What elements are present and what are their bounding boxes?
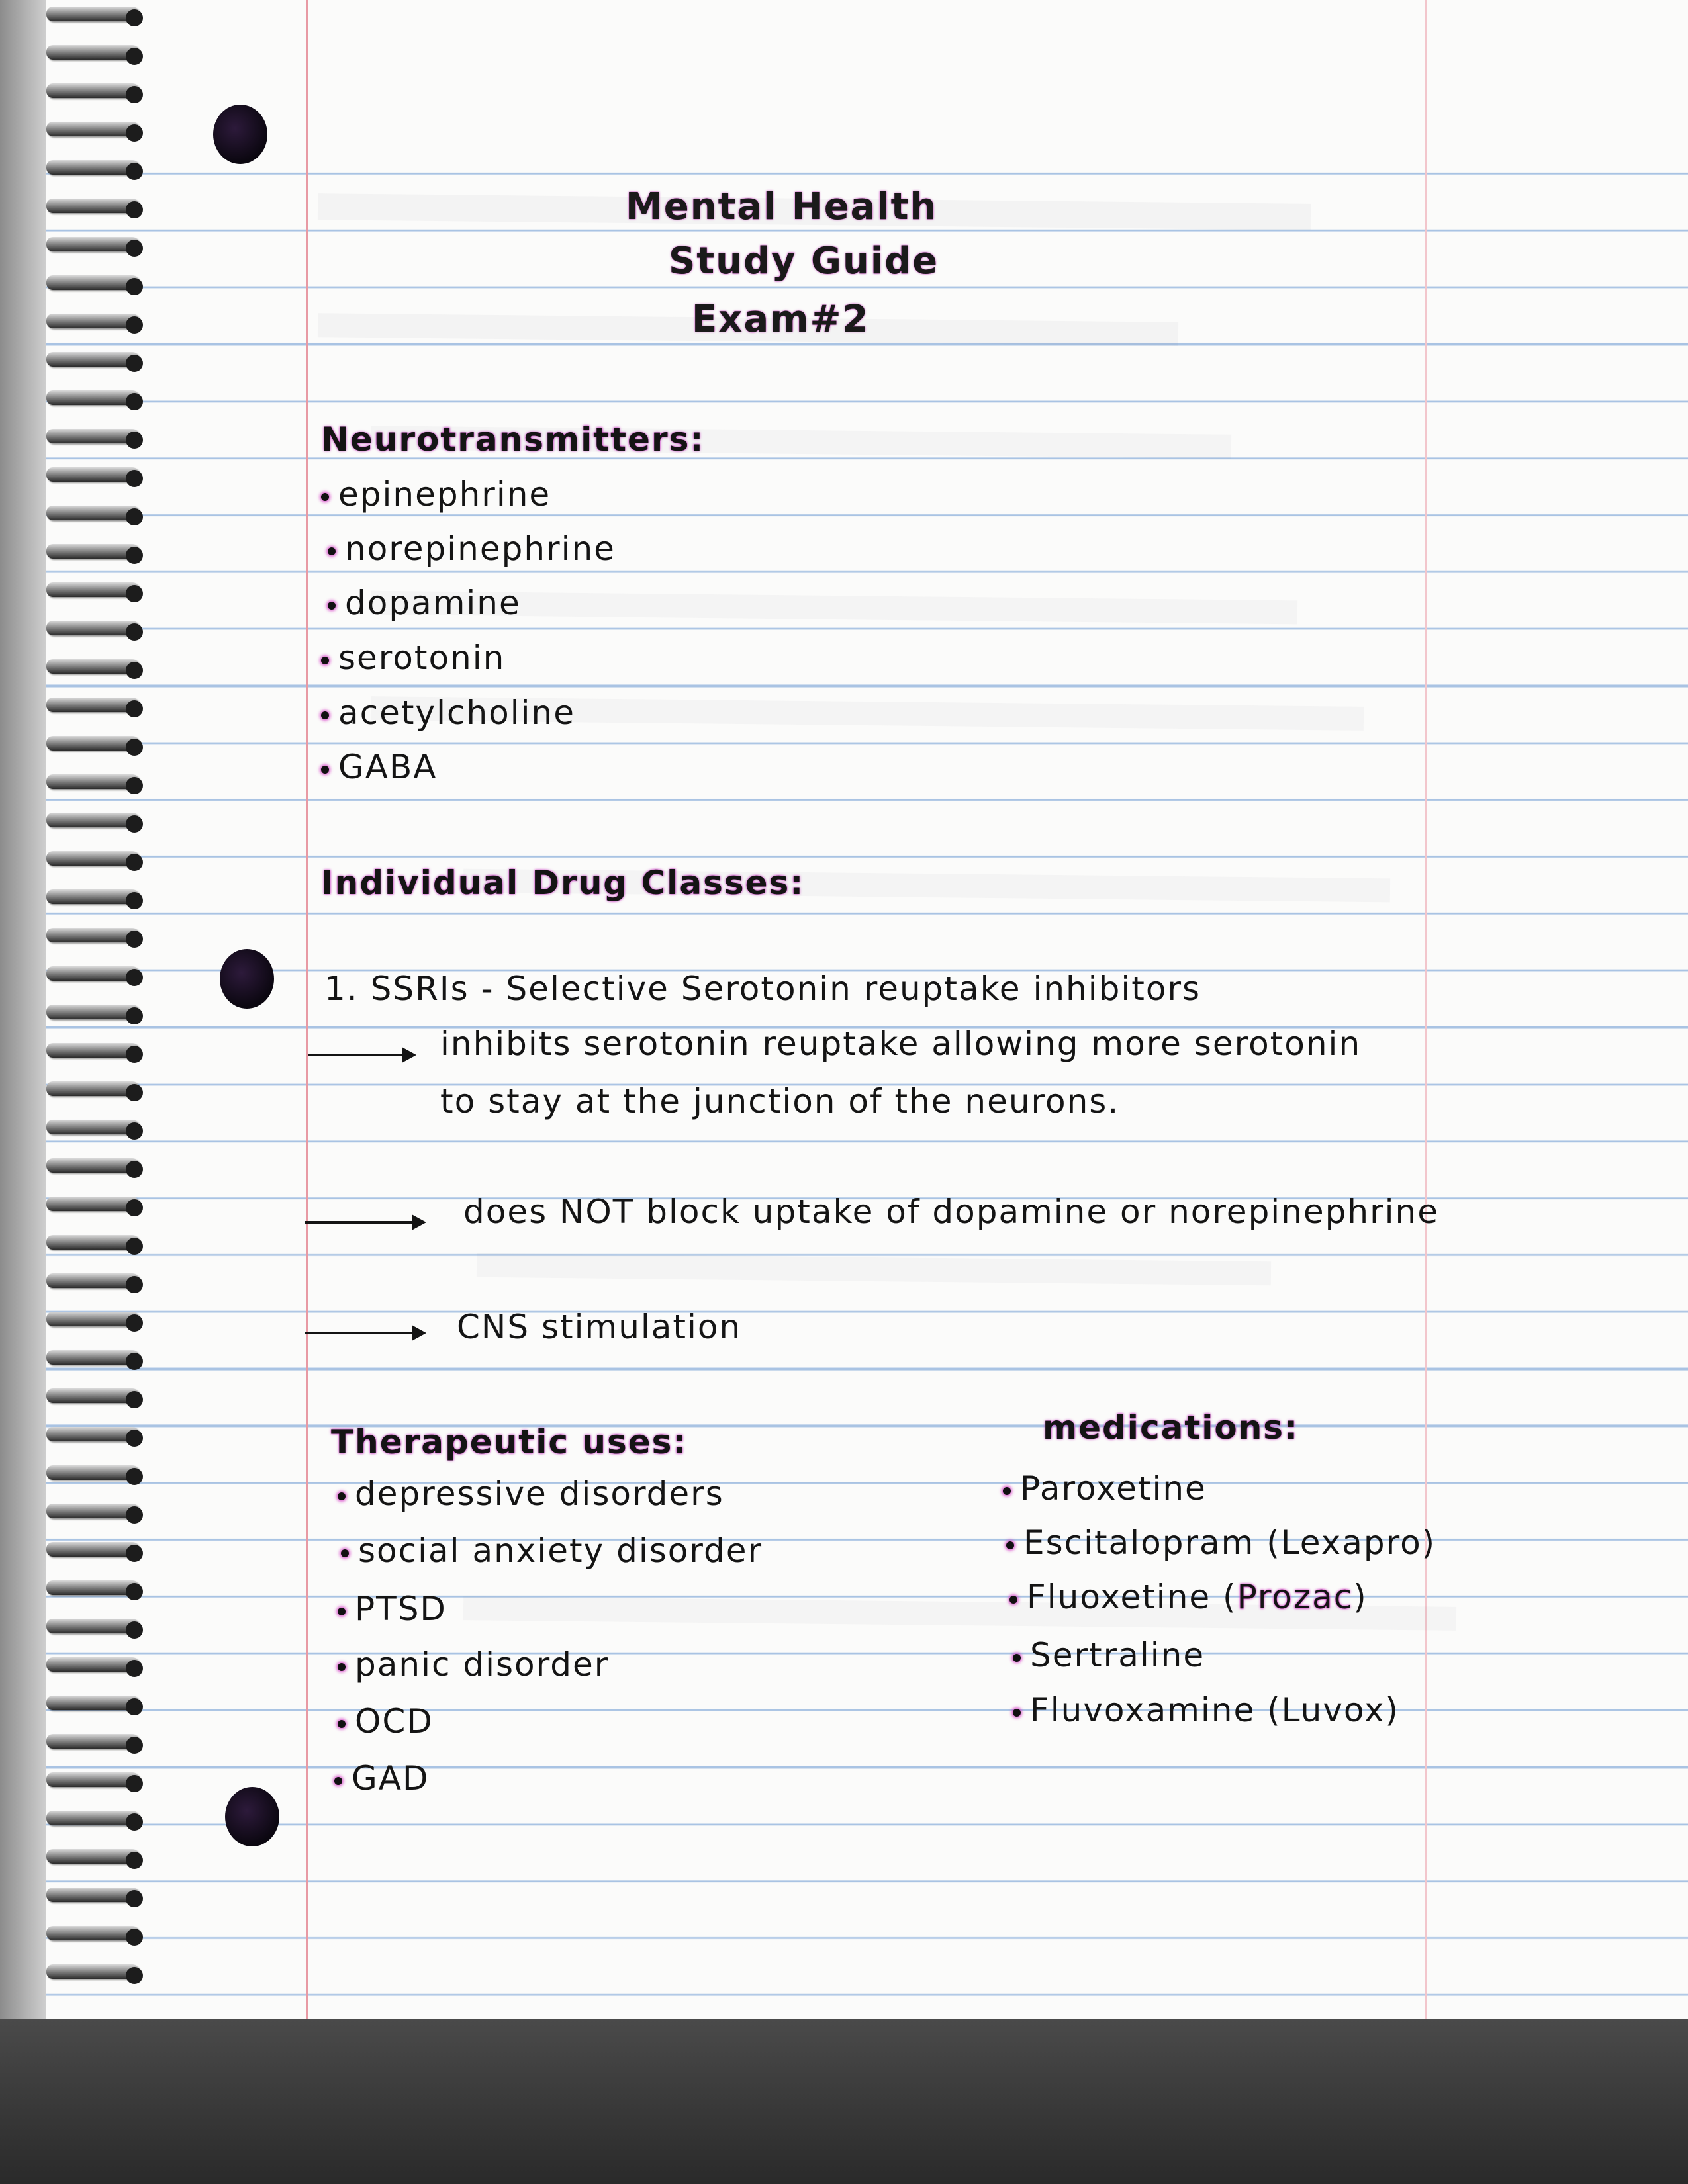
spiral-coil	[46, 122, 139, 136]
spiral-coil	[46, 1120, 139, 1134]
neurotransmitter-item: GABA	[321, 748, 437, 786]
spiral-coil	[46, 1696, 139, 1710]
spiral-coil	[46, 1504, 139, 1518]
bullet-icon	[1013, 1654, 1021, 1662]
spiral-coil	[46, 237, 139, 251]
spiral-coil	[46, 889, 139, 904]
bullet-icon	[328, 602, 336, 610]
spiral-coil	[46, 928, 139, 942]
spiral-coil	[46, 582, 139, 597]
arrow-icon	[305, 1332, 424, 1334]
spiral-coil	[46, 544, 139, 559]
therapeutic-uses-heading: Therapeutic uses:	[331, 1423, 688, 1461]
spiral-coil	[46, 45, 139, 60]
right-margin-line	[1425, 0, 1427, 2019]
bullet-icon	[338, 1608, 346, 1615]
bullet-icon	[1006, 1541, 1014, 1549]
therapeutic-use-item: social anxiety disorder	[341, 1531, 763, 1570]
spiral-coil	[46, 199, 139, 213]
therapeutic-use-item: panic disorder	[338, 1645, 609, 1684]
ssri-point-2: does NOT block uptake of dopamine or norepinephrine	[463, 1193, 1439, 1231]
neurotransmitter-item: norepinephrine	[328, 529, 616, 568]
spiral-coil	[46, 1273, 139, 1288]
bullet-icon	[1013, 1709, 1021, 1717]
bullet-icon	[321, 657, 329, 664]
spiral-coil	[46, 851, 139, 866]
spiral-coil	[46, 352, 139, 367]
spiral-coil	[46, 1465, 139, 1480]
neurotransmitter-item: acetylcholine	[321, 694, 575, 732]
spiral-coil	[46, 1811, 139, 1825]
spiral-coil	[46, 1388, 139, 1403]
spiral-coil	[46, 7, 139, 21]
spiral-coil	[46, 390, 139, 405]
punch-hole-middle	[220, 949, 274, 1009]
spiral-coil	[46, 1657, 139, 1672]
bullet-icon	[1003, 1487, 1011, 1495]
spiral-coil	[46, 1888, 139, 1902]
spiral-coil	[46, 1964, 139, 1979]
spiral-coil	[46, 774, 139, 789]
bullet-icon	[321, 711, 329, 719]
ssri-point-1-continued: to stay at the junction of the neurons.	[440, 1082, 1120, 1120]
medication-item: Sertraline	[1013, 1636, 1205, 1674]
ssri-point-3: CNS stimulation	[457, 1308, 742, 1346]
spiral-coil	[46, 1580, 139, 1595]
neurotransmitter-item: epinephrine	[321, 475, 551, 514]
spiral-coil	[46, 1542, 139, 1557]
spiral-coil	[46, 160, 139, 175]
title-line-2: Study Guide	[669, 240, 939, 283]
medication-item: Escitalopram (Lexapro)	[1006, 1524, 1436, 1562]
spiral-coil	[46, 467, 139, 482]
spiral-coil	[46, 1734, 139, 1749]
bullet-icon	[1009, 1596, 1017, 1604]
spiral-coil	[46, 314, 139, 328]
therapeutic-use-item: PTSD	[338, 1590, 447, 1628]
left-margin-line	[306, 0, 308, 2019]
spiral-coil	[46, 1772, 139, 1787]
spiral-coil	[46, 659, 139, 674]
ssri-title: 1. SSRIs - Selective Serotonin reuptake inhibitors	[324, 970, 1201, 1008]
spiral-coil	[46, 1427, 139, 1441]
neurotransmitter-item: serotonin	[321, 639, 505, 677]
spiral-coil	[46, 1005, 139, 1019]
spiral-coil	[46, 1926, 139, 1940]
neurotransmitters-heading: Neurotransmitters:	[321, 420, 705, 459]
prozac-highlighted: Prozac	[1237, 1578, 1354, 1616]
medication-item: Fluvoxamine (Luvox)	[1013, 1691, 1399, 1729]
spiral-binding	[0, 0, 152, 2019]
medication-item: Paroxetine	[1003, 1469, 1207, 1508]
spiral-coil	[46, 429, 139, 443]
spiral-coil	[46, 1619, 139, 1633]
spiral-coil	[46, 275, 139, 290]
title-line-3: Exam#2	[692, 298, 870, 341]
scanner-background	[0, 2019, 1688, 2184]
punch-hole-top	[213, 105, 267, 164]
bullet-icon	[338, 1492, 346, 1500]
drug-classes-heading: Individual Drug Classes:	[321, 864, 805, 902]
spiral-coil	[46, 1081, 139, 1096]
bullet-icon	[328, 547, 336, 555]
therapeutic-use-item: OCD	[338, 1702, 434, 1741]
spiral-coil	[46, 83, 139, 98]
medications-heading: medications:	[1043, 1408, 1299, 1447]
spiral-coil	[46, 506, 139, 520]
title-line-1: Mental Health	[626, 185, 938, 228]
spiral-coil	[46, 1043, 139, 1058]
bullet-icon	[321, 493, 329, 501]
bullet-icon	[334, 1777, 342, 1785]
spiral-coil	[46, 966, 139, 981]
spiral-coil	[46, 1849, 139, 1864]
neurotransmitter-item: dopamine	[328, 584, 521, 622]
arrow-icon	[305, 1221, 424, 1224]
punch-hole-bottom	[225, 1787, 279, 1846]
medication-item: Fluoxetine (Prozac)	[1009, 1578, 1368, 1616]
ssri-point-1: inhibits serotonin reuptake allowing more serotonin	[440, 1024, 1362, 1063]
spiral-coil	[46, 1312, 139, 1326]
bullet-icon	[338, 1663, 346, 1671]
bullet-icon	[341, 1549, 349, 1557]
spiral-coil	[46, 1158, 139, 1173]
bullet-icon	[338, 1720, 346, 1728]
spiral-coil	[46, 621, 139, 635]
therapeutic-use-item: GAD	[334, 1759, 429, 1797]
spiral-coil	[46, 698, 139, 712]
spiral-coil	[46, 1235, 139, 1250]
spiral-coil	[46, 1197, 139, 1211]
bleed-through-mark	[477, 1253, 1271, 1286]
spiral-coil	[46, 813, 139, 827]
bullet-icon	[321, 766, 329, 774]
arrow-icon	[308, 1054, 414, 1056]
spiral-coil	[46, 1350, 139, 1365]
spiral-coil	[46, 736, 139, 751]
therapeutic-use-item: depressive disorders	[338, 1475, 724, 1513]
